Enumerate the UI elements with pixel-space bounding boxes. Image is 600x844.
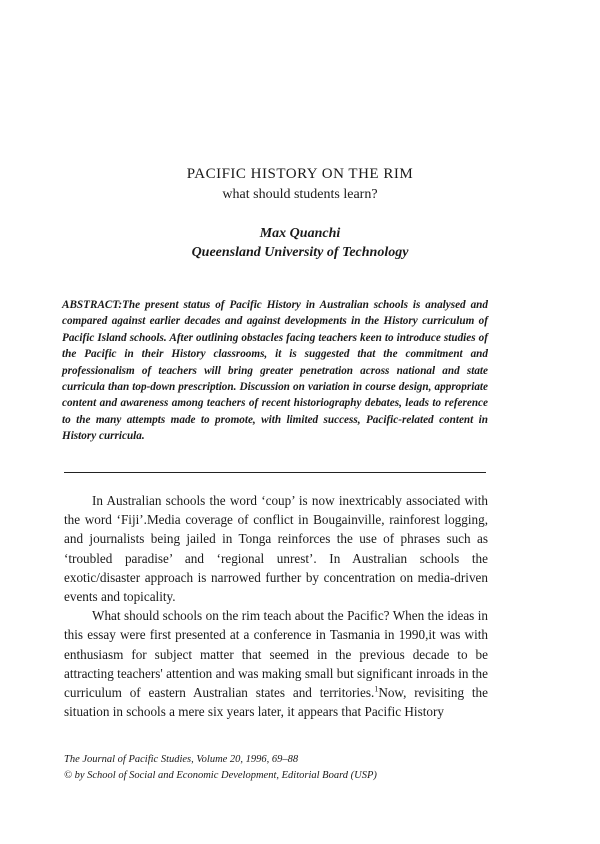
page-footer <box>64 752 494 784</box>
author-name: Max Quanchi <box>259 226 341 241</box>
paragraph-2-lead: What should schools on the rim teach about the Pacific? When the ideas in this essay were first presented at a conference in Tasmania in 1990,it was with enthusiasm for subject matter that seemed in the previous decade to be attracting teachers' attention and was making small but significant inroads in the curriculum of eastern Australian states and territories. <box>64 608 488 701</box>
section-divider <box>64 472 486 473</box>
abstract-paragraph: ABSTRACT:The present status of Pacific History in Australian schools is analysed and compared against earlier decades and against developments in the History curriculum of Pacific Island schools. After outlining obstacles facing teachers keen to introduce studies of the Pacific in their History classrooms, it is suggested that the commitment and professionalism of teachers will bring greater penetration across national and state curricula than top-down prescription. Discussion on variation in course design, appropriate content and awareness among teachers of recent historiography debates, leads to reference to the many attempts made to promote, with limited success, Pacific-related content in History curricula. <box>62 299 488 443</box>
footnote-marker: 1 <box>374 684 379 694</box>
body-paragraph-1: In Australian schools the word ‘coup’ is now inextricably associated with the word ‘Fiji’.Media coverage of conflict in Bougainville, rainforest logging, and journalists being jailed in Tonga reinforces the use of phrases such as ‘troubled paradise’ and ‘regional unrest’. In Australian schools the exotic/disaster approach is narrowed further by concentration on media-driven events and topicality. <box>64 493 488 605</box>
body-paragraph-2 <box>64 606 488 721</box>
journal-citation: The Journal of Pacific Studies, Volume 20, 1996, 69–88 <box>64 754 299 765</box>
copyright-notice: © by School of Social and Economic Development, Editorial Board (USP) <box>64 770 377 781</box>
article-title: PACIFIC HISTORY ON THE RIM <box>186 166 414 182</box>
paragraph-2-continuation: Now, revisiting the situation in schools a mere six years later, it appears that Pacific History <box>64 685 488 720</box>
article-subtitle: what should students learn? <box>222 187 378 202</box>
body-text <box>64 491 488 721</box>
author-affiliation: Queensland University of Technology <box>191 245 409 260</box>
